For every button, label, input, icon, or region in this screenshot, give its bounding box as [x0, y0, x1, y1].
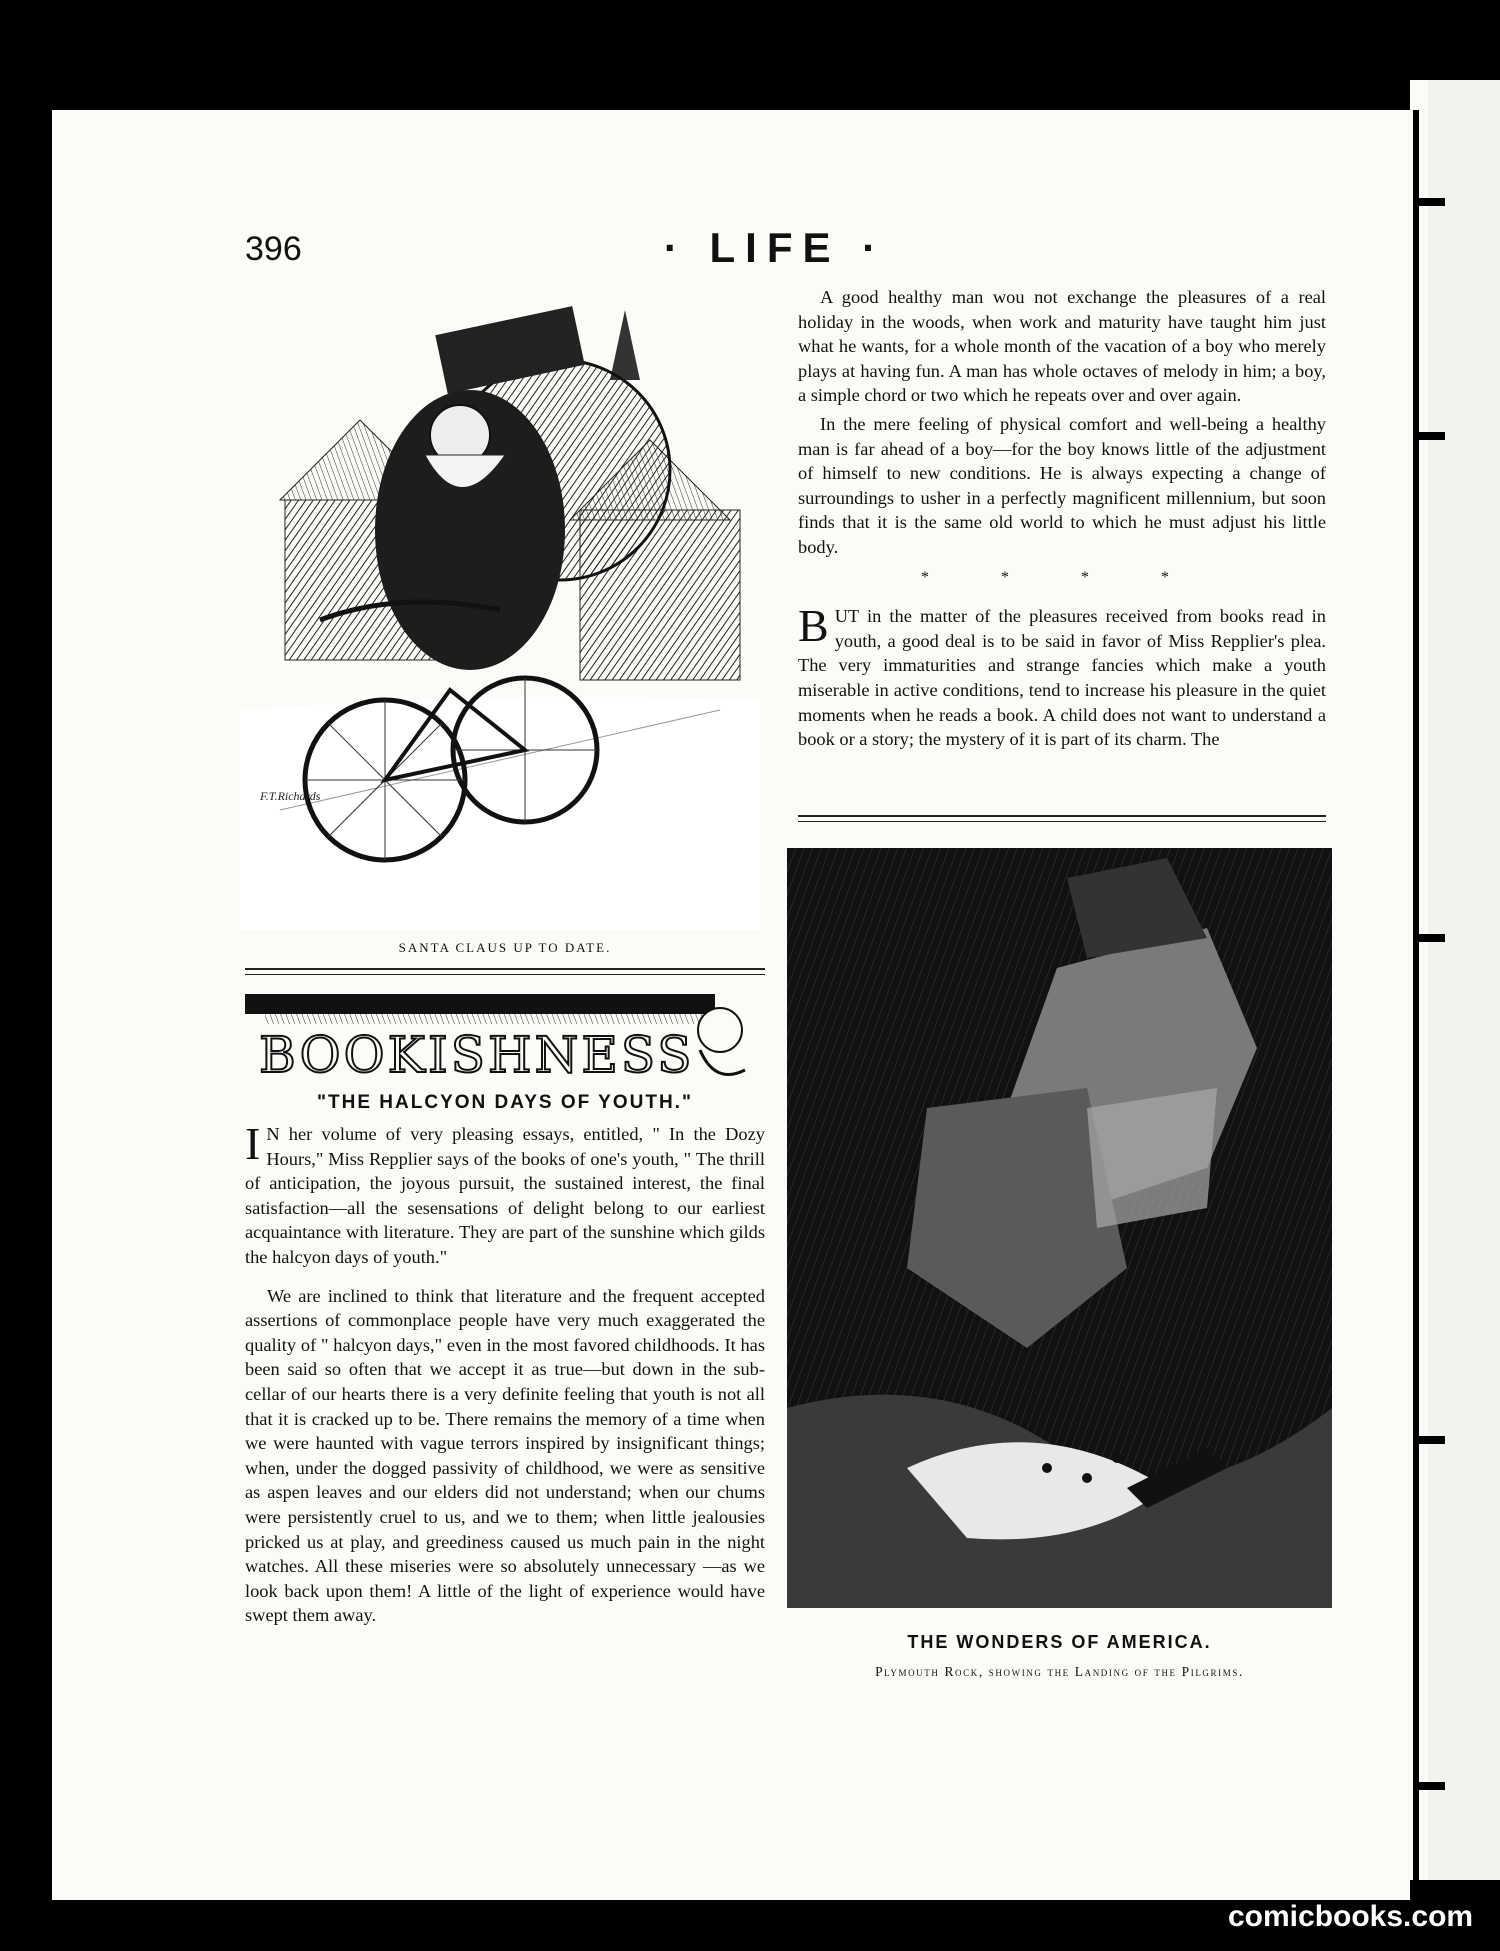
- article-title: "THE HALCYON DAYS OF YOUTH.": [317, 1092, 693, 1113]
- scan-binding-bar: [1413, 110, 1419, 1890]
- plymouth-rock-illustration: [787, 848, 1332, 1608]
- scan-tick: [1415, 432, 1445, 440]
- cherub-icon: [698, 1008, 742, 1052]
- scan-tick: [1415, 1782, 1445, 1790]
- page-number: 396: [245, 230, 302, 268]
- bookishness-heading: BOOKISHNESS: [259, 1026, 695, 1084]
- bookishness-banner: [245, 990, 765, 1090]
- illustration-subtitle: Plymouth Rock, showing the Landing of the Pilgrims.: [875, 1664, 1244, 1679]
- santa-bicycle-illustration: [240, 290, 760, 930]
- paragraph: I N her volume of very pleasing essays, entitled, " In the Dozy Hours," Miss Repplier says of the books of one's youth, " The thrill of anticipation, the joyous pursuit, the sustained interest, the final satisfaction—all the sesensations of delight belong to our earliest acquaintance with literature. They are part of the sunshine which gilds the halcyon days of youth.": [245, 1118, 765, 1267]
- divider-rule: [245, 974, 765, 975]
- illustration-title: THE WONDERS OF AMERICA.: [907, 1632, 1212, 1652]
- right-column-text: [798, 285, 1326, 752]
- scan-tick: [1415, 1436, 1445, 1444]
- paragraph: We are inclined to think that literature and the frequent accepted assertions of commonplace people have very much exaggerated the quality of " halcyon days," even in the most favored childhoods. It has been said so often that we accept it as true—but down in the sub-cellar of our hearts there is a very definite feeling that youth is not all that it is cracked up to be. There remains the memory of a time when we were haunted with vague terrors inspired by insignificant things; when, under the dogged passivity of childhood, we were as sensitive as aspen leaves and our elders did not understand; when our chums were persistently cruel to us, and we to them; when little jealousies pricked us at play, and greediness caused us much pain in the night watches. All these miseries were so absolutely unnecessary —as we look back upon them! A little of the light of experience would have swept them away.: [245, 1285, 765, 1626]
- paragraph: A good healthy man wou not exchange the pleasures of a real holiday in the woods, when work and maturity have taught him just what he wants, for a whole month of the vacation of a boy who merely plays at having fun. A man has whole octaves of melody in him; a boy, a simple chord or two which he repeats over and over again.: [798, 287, 1326, 406]
- drop-cap: B: [798, 600, 829, 652]
- paragraph: In the mere feeling of physical comfort and well-being a healthy man is far ahead of a boy—for the boy knows little of the adjustment of himself to new conditions. He is always expecting a change of surroundings to usher in a perfectly magnificent millennium, but soon finds that it is the same old world to which he must adjust his little body.: [798, 413, 1326, 557]
- masthead-title: · LIFE ·: [663, 224, 887, 271]
- divider-rule: [798, 815, 1326, 817]
- divider-rule: [245, 968, 765, 970]
- divider-rule: [798, 821, 1326, 822]
- left-column-text: [245, 1118, 765, 1628]
- svg-text:F.T.Richards: F.T.Richards: [260, 789, 321, 803]
- santa-caption: SANTA CLAUS UP TO DATE.: [398, 940, 612, 955]
- watermark: comicbooks.com: [1228, 1900, 1474, 1933]
- next-page-edge: [1428, 80, 1500, 1880]
- drop-cap: I: [245, 1118, 261, 1169]
- section-break: * * * *: [921, 568, 1203, 586]
- scan-tick: [1415, 934, 1445, 942]
- paragraph: BUT in the matter of the pleasures received from books read in youth, a good deal is to be said in favor of Miss Repplier's plea. The very immaturities and strange fancies which make a youth miserable in active conditions, tend to increase his pleasure in the quiet moments when he reads a book. A child does not want to understand a book or a story; the mystery of it is part of its charm. The: [798, 600, 1326, 750]
- scan-tick: [1415, 198, 1445, 206]
